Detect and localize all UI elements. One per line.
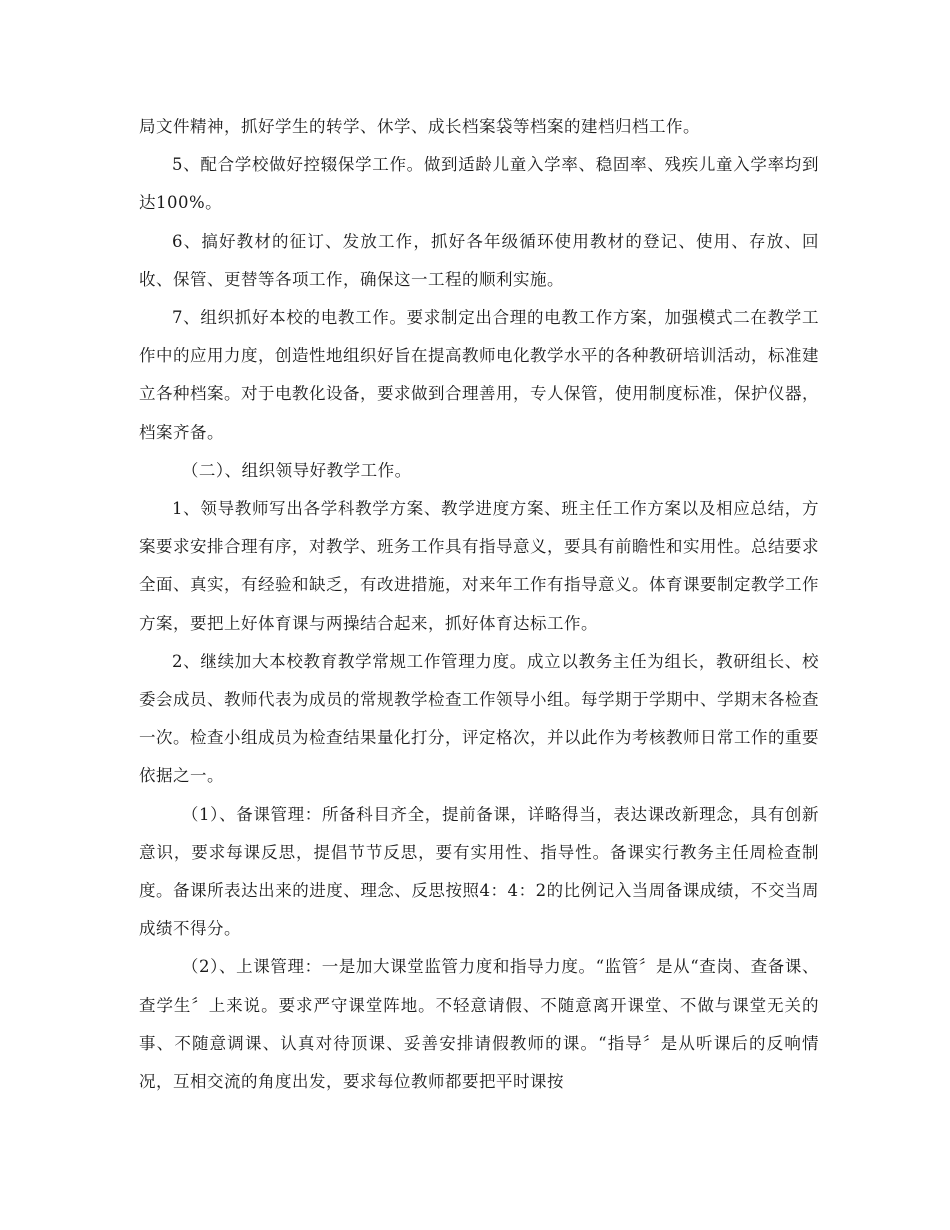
paragraph-continuation: 局文件精神，抓好学生的转学、休学、成长档案袋等档案的建档归档工作。 [139,117,700,136]
paragraph-item-5: 5、配合学校做好控辍保学工作。做到适龄儿童入学率、稳固率、残疾儿童入学率均到达100%。 [139,155,819,213]
section-heading-2: （二）、组织领导好教学工作。 [181,460,412,480]
paragraph-subitem-2: （2）、上课管理：一是加大课堂监管力度和指导力度。“监管〞是从“查岗、查备课、查学生〞上来说。要求严守课堂阵地。不轻意请假、不随意离开课堂、不做与课堂无关的事、不随意调课、认真对待顶课、妥善安排请假教师的课。“指导〞是从听课后的反响情况，互相交流的角度出发，要求每位教师都要把平时课按 [139,957,819,1092]
document-body [139,108,819,1101]
paragraph-item-1: 1、领导教师写出各学科教学方案、教学进度方案、班主任工作方案以及相应总结，方案要求安排合理有序，对教学、班务工作具有指导意义，要具有前瞻性和实用性。总结要求全面、真实，有经验和缺乏，有改进措施，对来年工作有指导意义。体育课要制定教学工作方案，要把上好体育课与两操结合起来，抓好体育达标工作。 [139,499,819,633]
paragraph-item-2: 2、继续加大本校教育教学常规工作管理力度。成立以教务主任为组长，教研组长、校委会成员、教师代表为成员的常规教学检查工作领导小组。每学期于学期中、学期末各检查一次。检查小组成员为检查结果量化打分，评定格次，并以此作为考核教师日常工作的重要依据之一。 [139,651,819,786]
paragraph-subitem-1: （1）、备课管理：所备科目齐全，提前备课，详略得当，表达课改新理念，具有创新意识，要求每课反思，提倡节节反思，要有实用性、指导性。备课实行教务主任周检查制度。备课所表达出来的进度、理念、反思按照4：4：2的比例记入当周备课成绩，不交当周成绩不得分。 [139,804,819,939]
paragraph-item-6: 6、搞好教材的征订、发放工作，抓好各年级循环使用教材的登记、使用、存放、回收、保管、更替等各项工作，确保这一工程的顺利实施。 [139,231,819,289]
paragraph-item-7: 7、组织抓好本校的电教工作。要求制定出合理的电教工作方案，加强模式二在教学工作中的应用力度，创造性地组织好旨在提高教师电化教学水平的各种教研培训活动，标准建立各种档案。对于电教化设备，要求做到合理善用，专人保管，使用制度标准，保护仪器，档案齐备。 [139,308,819,442]
